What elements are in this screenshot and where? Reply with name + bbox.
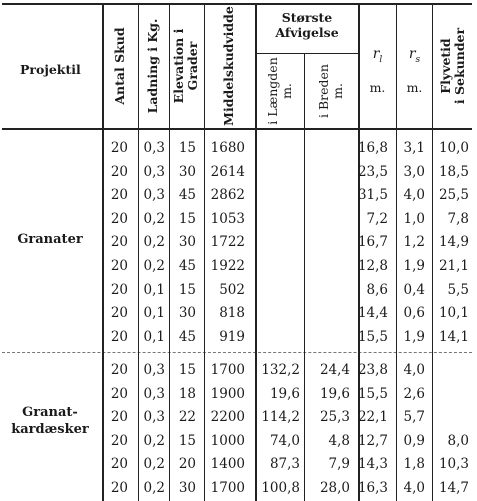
cell-flyvetid: 18,5 [438,163,469,180]
cell-flyvetid: 8,0 [447,432,469,449]
cell-ladning: 0,1 [143,305,165,322]
cell-antal-skud: 20 [110,456,128,473]
cell-afv-breden: 24,4 [319,362,350,378]
header-i-laengden: i Længden m. [265,57,294,125]
cell-middelskudvidde: 2614 [210,163,245,180]
cell-flyvetid: 10,1 [438,305,469,322]
cell-middelskudvidde: 1900 [210,385,245,402]
cell-flyvetid: 5,5 [447,281,469,298]
cell-r-s: 0,9 [403,432,425,449]
cell-afv-laengden: 114,2 [261,409,300,426]
cell-r-l: 16,8 [357,140,388,156]
cell-elevation: 15 [178,432,196,449]
cell-middelskudvidde: 1000 [210,432,245,449]
col-rule-3 [169,3,170,501]
header-flyvetid: Flyvetid i Sekunder [438,27,467,105]
cell-middelskudvidde: 2862 [210,187,245,204]
cell-antal-skud: 20 [110,140,128,156]
cell-afv-breden: 7,9 [328,456,350,473]
cell-elevation: 15 [178,362,196,378]
cell-r-s: 1,9 [403,258,425,274]
group-rule [2,352,472,353]
header-elevation: Elevation i Grader [171,28,200,104]
cell-ladning: 0,3 [143,409,165,426]
cell-ladning: 0,3 [143,385,165,402]
cell-r-s: 4,0 [403,480,425,496]
cell-afv-breden: 4,8 [328,432,350,449]
cell-afv-laengden: 132,2 [261,362,300,378]
cell-flyvetid: 10,0 [438,140,469,156]
header-storste-afvigelse: Største Afvigelse [275,10,339,40]
header-middelskudvidde: Middelskudvidde [221,6,236,126]
cell-ladning: 0,2 [143,432,165,449]
cell-elevation: 30 [178,480,196,496]
cell-antal-skud: 20 [110,258,128,274]
cell-antal-skud: 20 [110,281,128,298]
cell-r-s: 4,0 [403,362,425,378]
cell-ladning: 0,3 [143,163,165,180]
cell-r-l: 23,5 [357,163,388,180]
cell-elevation: 45 [178,328,196,345]
cell-afv-laengden: 87,3 [269,456,300,473]
col-rule-1 [102,3,104,501]
group-label-granater: Granater [17,232,83,247]
col-rule-7 [358,3,360,501]
cell-antal-skud: 20 [110,234,128,251]
cell-afv-breden: 25,3 [319,409,350,426]
header-antal-skud: Antal Skud [112,27,127,105]
cell-r-l: 15,5 [357,385,388,402]
cell-elevation: 15 [178,140,196,156]
cell-r-l: 8,6 [366,281,388,298]
cell-r-s: 4,0 [403,187,425,204]
cell-elevation: 30 [178,305,196,322]
cell-ladning: 0,2 [143,480,165,496]
cell-middelskudvidde: 1680 [210,140,245,156]
cell-ladning: 0,2 [143,210,165,227]
cell-middelskudvidde: 1722 [210,234,245,251]
cell-antal-skud: 20 [110,385,128,402]
cell-r-l: 14,4 [357,305,388,322]
cell-ladning: 0,2 [143,234,165,251]
cell-r-s: 3,1 [403,140,425,156]
col-rule-9 [432,3,433,501]
cell-ladning: 0,1 [143,328,165,345]
cell-flyvetid: 14,9 [438,234,469,251]
cell-elevation: 20 [178,456,196,473]
cell-ladning: 0,2 [143,258,165,274]
cell-r-l: 16,7 [357,234,388,251]
cell-flyvetid: 10,3 [438,456,469,473]
cell-antal-skud: 20 [110,328,128,345]
header-ladning: Ladning i Kg. [145,18,160,114]
header-rl: $r_l$ [372,46,383,65]
cell-r-l: 31,5 [357,187,388,204]
cell-middelskudvidde: 502 [219,281,245,298]
cell-ladning: 0,3 [143,140,165,156]
cell-middelskudvidde: 818 [219,305,245,322]
cell-elevation: 18 [178,385,196,402]
cell-elevation: 30 [178,234,196,251]
cell-ladning: 0,3 [143,362,165,378]
cell-flyvetid: 25,5 [438,187,469,204]
col-rule-8 [396,3,397,501]
cell-r-s: 3,0 [403,163,425,180]
cell-elevation: 15 [178,210,196,227]
cell-antal-skud: 20 [110,210,128,227]
col-rule-2 [138,3,139,501]
header-projektil: Projektil [20,62,81,77]
cell-middelskudvidde: 2200 [210,409,245,426]
cell-r-s: 0,6 [403,305,425,322]
top-rule [2,3,472,5]
cell-elevation: 15 [178,281,196,298]
cell-flyvetid: 14,7 [438,480,469,496]
col-rule-6 [304,53,305,501]
cell-middelskudvidde: 1700 [210,480,245,496]
cell-middelskudvidde: 1700 [210,362,245,378]
cell-r-l: 15,5 [357,328,388,345]
header-rs: $r_s$ [408,46,421,65]
cell-flyvetid: 14,1 [438,328,469,345]
cell-antal-skud: 20 [110,432,128,449]
cell-antal-skud: 20 [110,480,128,496]
cell-r-s: 5,7 [403,409,425,426]
col-rule-4 [204,3,205,501]
cell-r-l: 16,3 [357,480,388,496]
cell-middelskudvidde: 1922 [210,258,245,274]
col-rule-5 [255,3,257,501]
cell-ladning: 0,1 [143,281,165,298]
cell-middelskudvidde: 919 [219,328,245,345]
cell-antal-skud: 20 [110,163,128,180]
cell-r-l: 22,1 [357,409,388,426]
afvigelse-rule [255,53,358,54]
header-rl-unit: m. [369,80,386,95]
header-rs-unit: m. [406,80,423,95]
cell-elevation: 22 [178,409,196,426]
cell-r-l: 7,2 [366,210,388,227]
cell-elevation: 45 [178,258,196,274]
cell-r-l: 12,8 [357,258,388,274]
cell-antal-skud: 20 [110,409,128,426]
cell-ladning: 0,3 [143,187,165,204]
cell-r-s: 1,2 [403,234,425,251]
cell-antal-skud: 20 [110,362,128,378]
cell-ladning: 0,2 [143,456,165,473]
cell-afv-laengden: 74,0 [269,432,300,449]
cell-r-l: 14,3 [357,456,388,473]
cell-antal-skud: 20 [110,305,128,322]
header-rule [2,128,472,130]
cell-flyvetid: 7,8 [447,210,469,227]
cell-r-l: 12,7 [357,432,388,449]
cell-middelskudvidde: 1053 [210,210,245,227]
cell-flyvetid: 21,1 [438,258,469,274]
cell-afv-laengden: 100,8 [261,480,300,496]
cell-middelskudvidde: 1400 [210,456,245,473]
group-label-granatkardaesker: Granat- kardæsker [11,405,89,437]
cell-r-s: 2,6 [403,385,425,402]
cell-r-s: 1,0 [403,210,425,227]
header-i-breden: i Breden m. [316,64,345,118]
cell-antal-skud: 20 [110,187,128,204]
cell-elevation: 30 [178,163,196,180]
cell-afv-laengden: 19,6 [269,385,300,402]
cell-elevation: 45 [178,187,196,204]
cell-r-s: 1,9 [403,328,425,345]
cell-r-l: 23,8 [357,362,388,378]
cell-r-s: 1,8 [403,456,425,473]
cell-afv-breden: 19,6 [319,385,350,402]
cell-r-s: 0,4 [403,281,425,298]
cell-afv-breden: 28,0 [319,480,350,496]
